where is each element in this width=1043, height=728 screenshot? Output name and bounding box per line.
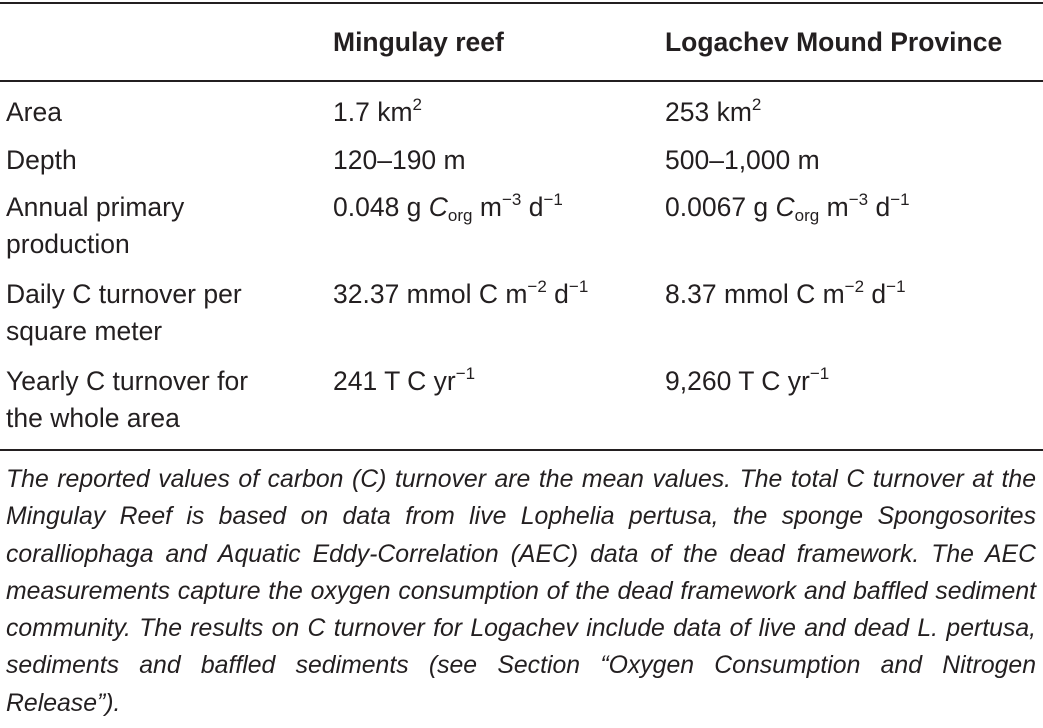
column-header-mingulay: Mingulay reef — [333, 27, 504, 57]
depth-mingulay: 120–190 m — [333, 145, 466, 175]
table-footnote: The reported values of carbon (C) turnover are the mean values. The total C turnover at the Mingulay Reef is based on data from live Lophelia pertusa, the sponge Spongosorites coralliophaga and Aquatic Eddy-Correlation (AEC) data of the dead framework. The AEC measurements capture the oxygen consumption of the dead framework and baffled sediment community. The results on C turnover for Logachev include data of live and dead L. pertusa, sediments and baffled sediments (see Section “Oxygen Consumption and Nitrogen Release”). — [6, 466, 1036, 717]
row-label-yearly-turnover: Yearly C turnover for the whole area — [6, 366, 249, 433]
table-bottom-rule — [0, 449, 1043, 451]
row-label-depth: Depth — [6, 145, 77, 175]
depth-logachev: 500–1,000 m — [665, 145, 820, 175]
header-rule — [0, 80, 1043, 82]
primary-production-logachev: 0.0067 g $C_{org}$ $m^{-3}$ $d^{-1}$ — [665, 190, 910, 226]
daily-turnover-logachev: 8.37 mmol C $m^{-2}$ $d^{-1}$ — [665, 277, 906, 309]
primary-production-mingulay: 0.048 g $C_{org}$ $m^{-3}$ $d^{-1}$ — [333, 190, 563, 226]
row-label-primary-production: Annual primary production — [6, 192, 185, 259]
row-label-daily-turnover: Daily C turnover per square meter — [6, 279, 242, 346]
area-logachev: 253 $km^2$ — [665, 95, 762, 127]
table-top-rule — [0, 2, 1043, 4]
daily-turnover-mingulay: 32.37 mmol C $m^{-2}$ $d^{-1}$ — [333, 277, 589, 309]
row-label-area: Area — [6, 97, 62, 127]
area-mingulay: 1.7 $km^2$ — [333, 95, 422, 127]
column-header-logachev: Logachev Mound Province — [665, 27, 1003, 57]
yearly-turnover-mingulay: 241 T C $yr^{-1}$ — [333, 364, 476, 396]
yearly-turnover-logachev: 9,260 T C $yr^{-1}$ — [665, 364, 830, 396]
